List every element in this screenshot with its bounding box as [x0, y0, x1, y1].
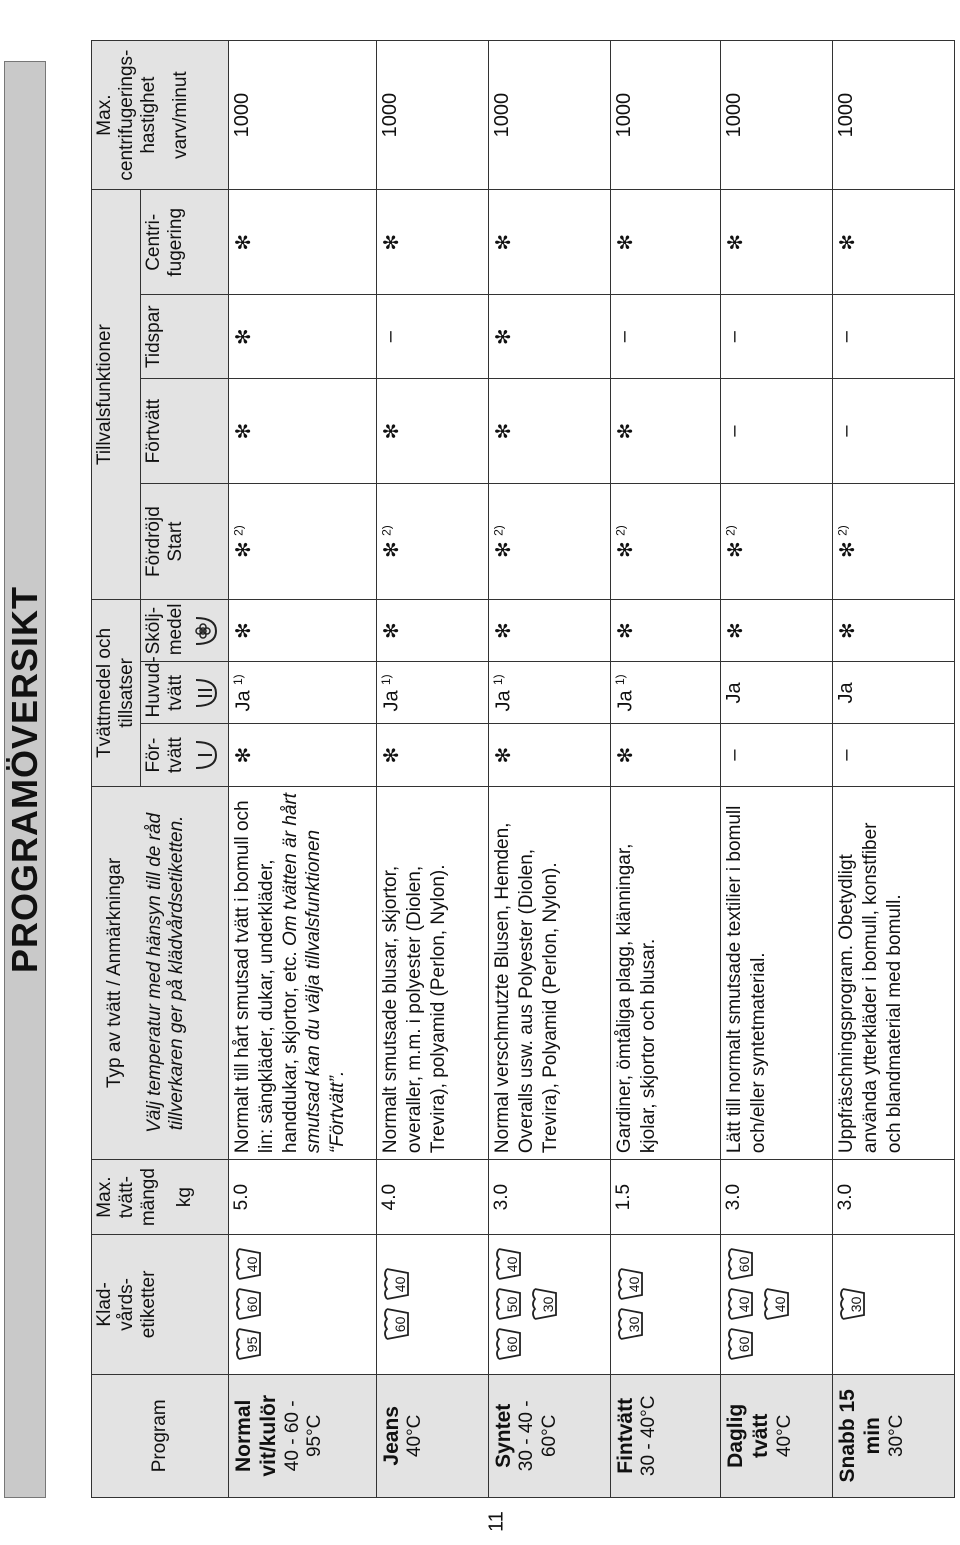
delay-start-cell	[377, 484, 489, 600]
program-name: Syntet	[492, 1403, 516, 1468]
care-label-temperature: 60	[736, 1336, 753, 1353]
time-save-cell-value: –	[613, 331, 636, 343]
care-label-tub-icon	[493, 1327, 525, 1361]
header-type: Typ av tvätt / Anmärkningar Välj temperatur med hänsyn till de råd tillverkaren ger på klädvårdsetiketten.	[92, 786, 229, 1159]
care-labels-cell	[489, 1235, 611, 1374]
mainwash-cell	[229, 662, 377, 724]
delay-start-cell-footnote: 2)	[231, 525, 246, 536]
description-text: Normalt smutsade blusar, skjortor, overaller, m.m. i polyester (Diolen, Trevira), polyamid (Perlon, Nylon).	[380, 864, 449, 1154]
spin-cell-value: ✻	[725, 233, 748, 251]
max-spin-cell	[611, 41, 721, 190]
time-save-cell-value: –	[379, 331, 402, 343]
delay-start-cell	[229, 484, 377, 600]
max-spin-cell-value: 1000	[231, 92, 254, 138]
description-note: Om tvätten är hårt smutsad kan du välja tillvalsfunktionen “Förtvätt”.	[279, 792, 349, 1154]
description-text: Lätt till normalt smutsade textilier i bomull och/eller syntetmaterial.	[724, 805, 769, 1154]
care-label-temperature: 40	[772, 1296, 789, 1313]
care-label-tub-icon	[725, 1327, 757, 1361]
max-spin-cell	[833, 41, 955, 190]
spin-cell	[489, 190, 611, 295]
fabric-softener-flower-icon	[192, 606, 226, 655]
mainwash-cell	[721, 662, 833, 724]
time-save-cell	[833, 295, 955, 379]
program-temperature: 30 - 40°C	[638, 1395, 660, 1477]
mainwash-cell-value: Ja	[492, 690, 515, 712]
program-name: Jeans	[380, 1406, 404, 1466]
care-label-tub-icon	[615, 1307, 647, 1341]
program-cell	[721, 1374, 833, 1497]
prewash-cell	[833, 724, 955, 786]
header-prewash-option: Förtvätt	[140, 379, 229, 484]
prewash-option-cell-value: ✻	[233, 422, 256, 440]
table-row	[489, 41, 611, 1498]
care-label-temperature: 40	[736, 1296, 753, 1313]
spin-cell-value: ✻	[493, 233, 516, 251]
time-save-cell-value: –	[835, 331, 858, 343]
care-label-tub-icon	[761, 1287, 793, 1321]
mainwash-cell-value: Ja	[723, 682, 746, 704]
mainwash-cell	[377, 662, 489, 724]
prewash-cell-value: –	[835, 749, 858, 761]
table-row	[833, 41, 955, 1498]
header-program: Program	[92, 1374, 229, 1497]
delay-start-cell	[611, 484, 721, 600]
max-spin-cell	[489, 41, 611, 190]
mainwash-cell-footnote: 1)	[231, 674, 246, 686]
program-temperature: 30°C	[885, 1414, 907, 1458]
program-temperature: 40°C	[404, 1414, 426, 1458]
care-label-tub-icon	[381, 1307, 413, 1341]
prewash-cell	[377, 724, 489, 786]
header-detergent-group: Tvättmedel och tillsatser	[92, 600, 141, 787]
prewash-cell-value: ✻	[615, 746, 638, 764]
program-temperature: 30 - 40 - 60°C	[516, 1400, 561, 1472]
mainwash-cell-value: Ja	[614, 690, 637, 712]
program-cell	[611, 1374, 721, 1497]
delay-start-cell-value: ✻	[725, 541, 748, 558]
rinse-cell-value: ✻	[725, 622, 748, 640]
description-text: Gardiner, ömtåliga plagg, klänningar, kjolar, skjortor och blusar.	[614, 843, 659, 1154]
header-spin: Centri- fugering	[140, 190, 229, 295]
mainwash-cell-footnote: 1)	[613, 674, 628, 686]
description-cell	[229, 786, 377, 1159]
table-row	[229, 41, 377, 1498]
delay-start-cell-footnote: 2)	[379, 525, 394, 536]
prewash-cell-value: ✻	[233, 746, 256, 764]
care-label-temperature: 95	[244, 1336, 261, 1353]
care-label-tub-icon	[529, 1287, 561, 1321]
rinse-cell-value: ✻	[837, 622, 860, 640]
spin-cell-value: ✻	[233, 233, 256, 251]
rinse-cell-value: ✻	[493, 622, 516, 640]
rinse-cell-value: ✻	[615, 622, 638, 640]
delay-start-cell-footnote: 2)	[835, 525, 850, 536]
care-label-tub-icon	[493, 1247, 525, 1281]
rinse-cell	[377, 600, 489, 662]
max-spin-cell-value: 1000	[379, 92, 402, 138]
care-label-tub-icon	[615, 1267, 647, 1301]
program-cell	[489, 1374, 611, 1497]
care-label-temperature: 40	[392, 1276, 409, 1293]
time-save-cell-value: ✻	[493, 328, 516, 346]
description-cell	[377, 786, 489, 1159]
care-labels-cell	[377, 1235, 489, 1374]
rinse-cell	[489, 600, 611, 662]
rinse-cell-value: ✻	[233, 622, 256, 640]
delay-start-cell-footnote: 2)	[613, 525, 628, 536]
spin-cell-value: ✻	[615, 233, 638, 251]
prewash-option-cell	[229, 379, 377, 484]
max-load-cell: 3.0	[489, 1160, 611, 1235]
max-load-cell: 5.0	[229, 1160, 377, 1235]
care-label-tub-icon	[725, 1247, 757, 1281]
time-save-cell	[721, 295, 833, 379]
prewash-option-cell-value: –	[835, 425, 858, 437]
spin-cell	[721, 190, 833, 295]
mainwash-cell	[833, 662, 955, 724]
prewash-option-cell	[721, 379, 833, 484]
program-table	[91, 40, 955, 1498]
care-label-temperature: 60	[244, 1296, 261, 1313]
prewash-option-cell-value: –	[723, 425, 746, 437]
program-rows	[229, 41, 955, 1498]
care-labels-cell	[833, 1235, 955, 1374]
header-rinse: Skölj- medel	[140, 600, 229, 662]
prewash-cell-value: –	[723, 749, 746, 761]
prewash-option-cell	[611, 379, 721, 484]
spin-cell	[229, 190, 377, 295]
delay-start-cell-value: ✻	[381, 541, 404, 558]
program-name: Fintvätt	[614, 1397, 638, 1474]
rinse-cell	[833, 600, 955, 662]
header-mainwash: Huvud- tvätt	[140, 662, 229, 724]
care-label-temperature: 40	[626, 1276, 643, 1293]
mainwash-cell	[611, 662, 721, 724]
header-max-load: Max. tvätt- mängd kg	[92, 1160, 229, 1235]
program-cell	[377, 1374, 489, 1497]
rinse-cell	[611, 600, 721, 662]
mainwash-cell-value: Ja	[232, 690, 255, 712]
time-save-cell	[229, 295, 377, 379]
max-spin-cell-value: 1000	[491, 92, 514, 138]
mainwash-cell	[489, 662, 611, 724]
mainwash-cell-value: Ja	[380, 690, 403, 712]
max-load-cell: 3.0	[721, 1160, 833, 1235]
delay-start-cell-footnote: 2)	[723, 525, 738, 536]
care-label-temperature: 30	[626, 1316, 643, 1333]
mainwash-cell-footnote: 1)	[379, 674, 394, 686]
table-row	[721, 41, 833, 1498]
program-name: Daglig tvätt	[724, 1403, 773, 1468]
description-cell	[611, 786, 721, 1159]
care-label-temperature: 30	[540, 1296, 557, 1313]
header-row-top	[92, 41, 141, 1498]
time-save-cell	[489, 295, 611, 379]
prewash-option-cell-value: ✻	[381, 422, 404, 440]
delay-start-cell-value: ✻	[837, 541, 860, 558]
description-text: Normalt till hårt smutsad tvätt i bomull och lin: sängkläder, dukar, underkläder, handdukar, skjortor, etc.	[232, 800, 301, 1154]
care-labels-cell	[229, 1235, 377, 1374]
rinse-cell-value: ✻	[381, 622, 404, 640]
care-label-tub-icon	[725, 1287, 757, 1321]
prewash-option-cell	[377, 379, 489, 484]
header-time-save: Tidspar	[140, 295, 229, 379]
prewash-option-cell	[489, 379, 611, 484]
care-label-temperature: 60	[736, 1256, 753, 1273]
max-load-cell: 1.5	[611, 1160, 721, 1235]
care-label-temperature: 40	[504, 1256, 521, 1273]
detergent-compartment-II-icon	[192, 668, 226, 717]
care-label-temperature: 40	[244, 1256, 261, 1273]
description-cell	[489, 786, 611, 1159]
max-spin-cell-value: 1000	[613, 92, 636, 138]
rinse-cell	[229, 600, 377, 662]
delay-start-cell-footnote: 2)	[491, 525, 506, 536]
care-label-temperature: 30	[848, 1296, 865, 1313]
time-save-cell-value: –	[723, 331, 746, 343]
spin-cell	[833, 190, 955, 295]
care-label-tub-icon	[233, 1327, 265, 1361]
prewash-cell	[611, 724, 721, 786]
max-spin-cell	[721, 41, 833, 190]
time-save-cell-value: ✻	[233, 328, 256, 346]
program-temperature: 40°C	[773, 1414, 795, 1458]
table-row	[377, 41, 489, 1498]
mainwash-cell-footnote: 1)	[491, 674, 506, 686]
care-label-tub-icon	[493, 1287, 525, 1321]
page-title: PROGRAMÖVERSIKT	[4, 61, 46, 1498]
spin-cell-value: ✻	[837, 233, 860, 251]
care-label-tub-icon	[233, 1287, 265, 1321]
rinse-cell	[721, 600, 833, 662]
max-spin-cell-value: 1000	[723, 92, 746, 138]
care-label-tub-icon	[233, 1247, 265, 1281]
program-cell	[833, 1374, 955, 1497]
delay-start-cell-value: ✻	[233, 541, 256, 558]
prewash-option-cell	[833, 379, 955, 484]
description-cell	[721, 786, 833, 1159]
max-spin-cell-value: 1000	[835, 92, 858, 138]
header-max-spin: Max. centrifugerings- hastighet varv/minut	[92, 41, 229, 190]
program-name: Snabb 15 min	[836, 1389, 885, 1483]
description-text: Uppfräschningsprogram. Obetydligt använda ytterkläder i bomull, konstfiber och blandmaterial med bomull.	[836, 822, 905, 1154]
page-number: 11	[485, 1511, 508, 1532]
time-save-cell	[377, 295, 489, 379]
max-load-cell: 4.0	[377, 1160, 489, 1235]
prewash-cell-value: ✻	[381, 746, 404, 764]
prewash-cell	[721, 724, 833, 786]
description-text: Normal verschmutzte Blusen, Hemden, Overalls usw. aus Polyester (Diolen, Trevira), Polyamid (Perlon, Nylon).	[492, 822, 561, 1154]
header-prewash: För- tvätt	[140, 724, 229, 786]
care-labels-cell	[721, 1235, 833, 1374]
delay-start-cell-value: ✻	[615, 541, 638, 558]
header-options-group: Tillvalsfunktioner	[92, 190, 141, 600]
prewash-cell-value: ✻	[493, 746, 516, 764]
care-label-temperature: 60	[504, 1336, 521, 1353]
care-label-temperature: 50	[504, 1296, 521, 1313]
program-cell	[229, 1374, 377, 1497]
header-care-labels: Klad- vårds- etiketter	[92, 1235, 229, 1374]
mainwash-cell-value: Ja	[835, 682, 858, 704]
prewash-option-cell-value: ✻	[493, 422, 516, 440]
program-temperature: 40 - 60 - 95°C	[281, 1400, 326, 1472]
program-name: Normal vit/kulör	[232, 1394, 281, 1477]
delay-start-cell	[721, 484, 833, 600]
delay-start-cell-value: ✻	[493, 541, 516, 558]
time-save-cell	[611, 295, 721, 379]
max-spin-cell	[377, 41, 489, 190]
care-label-temperature: 60	[392, 1316, 409, 1333]
care-label-tub-icon	[837, 1287, 869, 1321]
header-delay-start: Fördröjd Start	[140, 484, 229, 600]
prewash-option-cell-value: ✻	[615, 422, 638, 440]
spin-cell-value: ✻	[381, 233, 404, 251]
care-label-tub-icon	[381, 1267, 413, 1301]
detergent-compartment-I-icon	[192, 731, 226, 780]
delay-start-cell	[489, 484, 611, 600]
prewash-cell	[229, 724, 377, 786]
max-spin-cell	[229, 41, 377, 190]
spin-cell	[611, 190, 721, 295]
description-cell	[833, 786, 955, 1159]
table-row	[611, 41, 721, 1498]
delay-start-cell	[833, 484, 955, 600]
spin-cell	[377, 190, 489, 295]
prewash-cell	[489, 724, 611, 786]
care-labels-cell	[611, 1235, 721, 1374]
max-load-cell: 3.0	[833, 1160, 955, 1235]
